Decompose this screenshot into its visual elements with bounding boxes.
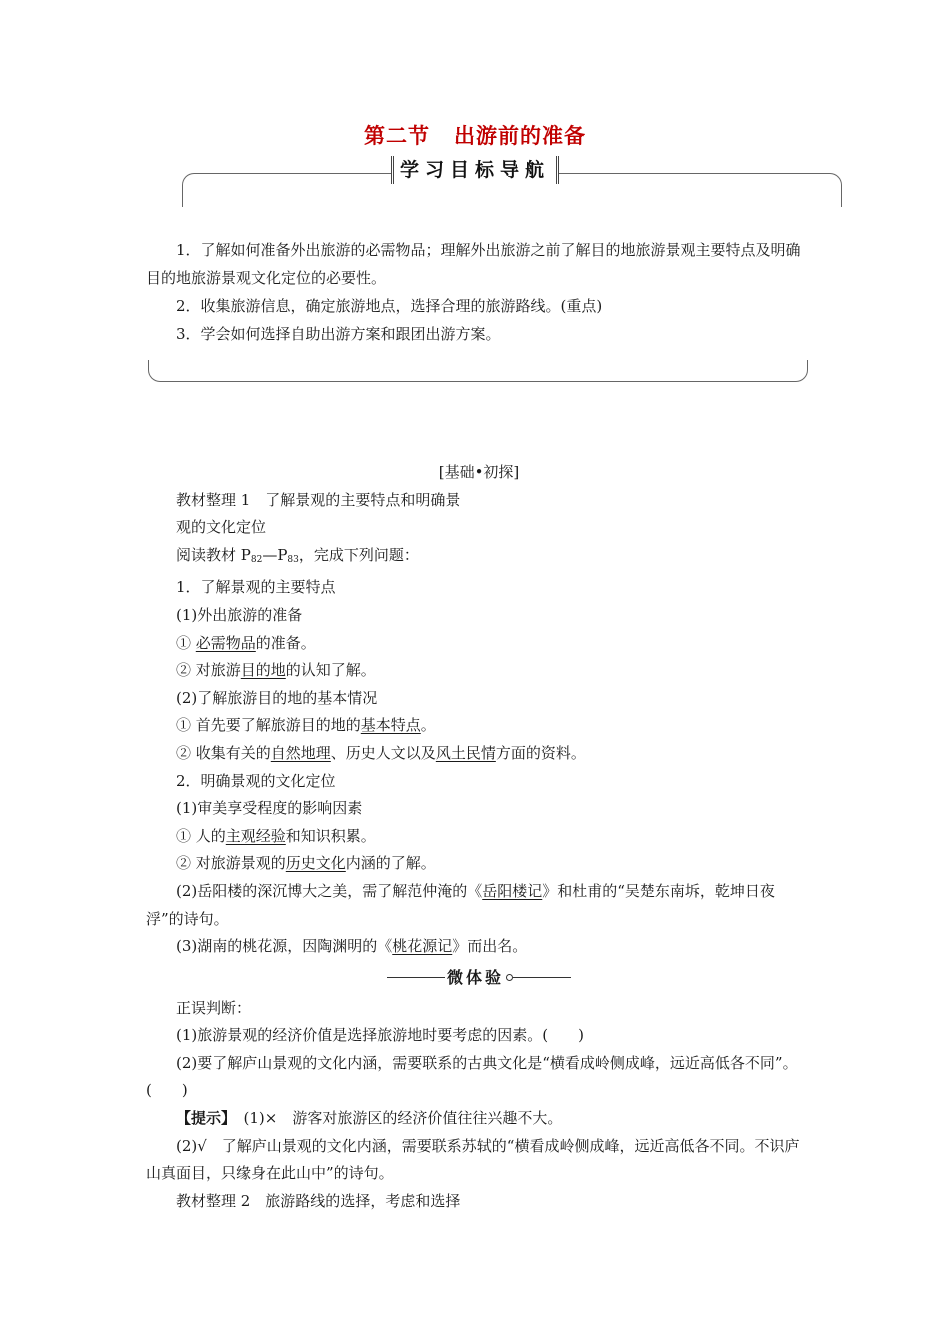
goal-item: 3．学会如何选择自助出游方案和跟团出游方案。: [176, 325, 501, 343]
goal-item: 1．了解如何准备外出旅游的必需物品；理解外出旅游之前了解目的地旅游景观主要特点及明确目的地旅游景观文化定位的必要性。: [146, 241, 801, 287]
subheading: (1)审美享受程度的影响因素: [176, 799, 363, 818]
micro-experience-divider: [146, 963, 812, 993]
section-number: 第二节: [364, 124, 430, 148]
learning-goals: [146, 236, 812, 348]
answer-blank: 自然地理: [270, 743, 331, 762]
goal-header-label: 学习目标导航: [391, 156, 559, 184]
answer-blank: 历史文化: [285, 854, 346, 873]
material-heading-2: 教材整理 2 旅游路线的选择，考虑和选择: [176, 1191, 461, 1210]
read-instruction: 阅读教材 $P_{82}—P_{83}$，完成下列问题：: [176, 545, 419, 565]
heading-2: 2．明确景观的文化定位: [176, 771, 336, 790]
answer-blank: 岳阳楼记: [482, 881, 543, 900]
judge-label: 正误判断：: [176, 998, 252, 1017]
list-item: ① 必需物品的准备。: [176, 633, 316, 652]
subheading: (1)外出旅游的准备: [176, 605, 303, 624]
heading-1: 1．了解景观的主要特点: [176, 578, 336, 597]
answer-blank: 目的地: [240, 661, 286, 680]
list-item: ② 对旅游目的地的认知了解。: [176, 661, 376, 680]
circle-icon: [506, 974, 513, 981]
divider-line: [513, 977, 571, 979]
answer-blank: 基本特点: [360, 716, 421, 735]
hint-label: 【提示】: [176, 1109, 229, 1128]
question-2: (2)要了解庐山景观的文化内涵，需要联系的古典文化是“横看成岭侧成峰，远近高低各不同”。 ( ): [146, 1053, 798, 1100]
material-heading-1-cont: 观的文化定位: [176, 518, 267, 537]
answer-blank: 必需物品: [195, 633, 256, 652]
paragraph: (2)岳阳楼的深沉博大之美，需了解范仲淹的《岳阳楼记》和杜甫的“吴楚东南坼，乾坤日夜浮”的诗句。: [146, 881, 775, 928]
list-item: ② 对旅游景观的历史文化内涵的了解。: [176, 854, 436, 873]
answer-blank: 主观经验: [225, 826, 286, 845]
goal-item: 2．收集旅游信息，确定旅游地点，选择合理的旅游路线。(重点): [176, 297, 603, 315]
goal-header: [0, 156, 950, 184]
section-tag: [基础•初探]: [438, 463, 520, 481]
section-name: 出游前的准备: [454, 124, 586, 148]
answer-blank: 桃花源记: [392, 937, 453, 956]
hint: 【提示】 (1)× 游客对旅游区的经济价值往往兴趣不大。: [176, 1109, 563, 1128]
answer-blank: 风土民情: [435, 743, 496, 762]
page-title: [0, 120, 950, 150]
question-1: (1)旅游景观的经济价值是选择旅游地时要考虑的因素。( ): [176, 1026, 584, 1045]
divider-line: [387, 977, 445, 979]
list-item: ② 收集有关的自然地理、历史人文以及风土民情方面的资料。: [176, 743, 586, 762]
micro-experience-label: 微体验: [446, 967, 504, 987]
goal-frame-bottom: [148, 360, 808, 382]
material-heading-1: 教材整理 1 了解景观的主要特点和明确景: [176, 490, 461, 509]
list-item: ① 人的主观经验和知识积累。: [176, 826, 376, 845]
hint-2: (2)√ 了解庐山景观的文化内涵，需要联系苏轼的“横看成岭侧成峰，远近高低各不同。不识庐山真面目，只缘身在此山中”的诗句。: [146, 1136, 800, 1183]
main-content: [146, 459, 812, 1215]
list-item: ① 首先要了解旅游目的地的基本特点。: [176, 716, 436, 735]
paragraph: (3)湖南的桃花源，因陶渊明的《桃花源记》而出名。: [176, 937, 528, 956]
subheading: (2)了解旅游目的地的基本情况: [176, 688, 378, 707]
